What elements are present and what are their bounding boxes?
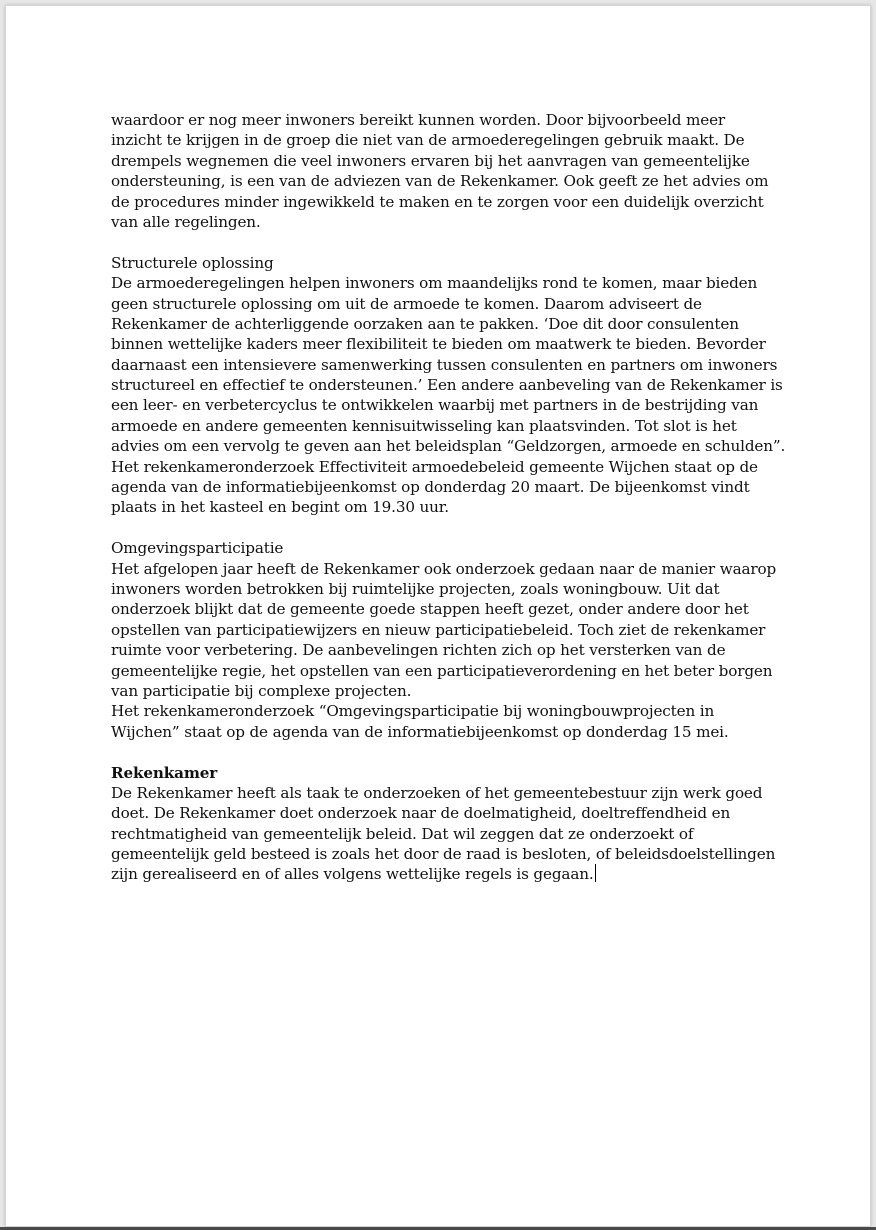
paragraph-spacer xyxy=(111,742,781,762)
section-heading-rekenkamer: Rekenkamer xyxy=(111,763,218,782)
text-line: gemeentelijk geld besteed is zoals het door de raad is besloten, of beleidsdoelstellingen xyxy=(111,845,776,864)
paragraph-spacer xyxy=(111,232,781,252)
paragraph-structurele-oplossing xyxy=(111,273,786,518)
text-line: rechtmatigheid van gemeentelijk beleid. Dat wil zeggen dat ze onderzoekt of xyxy=(111,824,694,843)
text-line: Rekenkamer de achterliggende oorzaken aan te pakken. ‘Doe dit door consulenten xyxy=(111,314,739,333)
text-line: armoede en andere gemeenten kennisuitwisseling kan plaatsvinden. Tot slot is het xyxy=(111,416,737,435)
text-line: De Rekenkamer heeft als taak te onderzoeken of het gemeentebestuur zijn werk goed xyxy=(111,783,763,802)
text-cursor xyxy=(595,864,596,882)
document-body[interactable] xyxy=(111,110,786,885)
text-line: opstellen van participatiewijzers en nieuw participatiebeleid. Toch ziet de rekenkamer xyxy=(111,620,766,639)
paragraph-rekenkamer xyxy=(111,783,781,885)
text-line: ruimte voor verbetering. De aanbevelingen richten zich op het versterken van de xyxy=(111,641,726,660)
text-line: onderzoek blijkt dat de gemeente goede stappen heeft gezet, onder andere door het xyxy=(111,600,749,619)
text-line: Het afgelopen jaar heeft de Rekenkamer ook onderzoek gedaan naar de manier waarop xyxy=(111,559,777,578)
text-line-last xyxy=(111,864,781,884)
text-line: de procedures minder ingewikkeld te maken en te zorgen voor een duidelijk overzicht xyxy=(111,192,764,211)
text-line: van alle regelingen. xyxy=(111,212,261,231)
text-line: plaats in het kasteel en begint om 19.30 uur. xyxy=(111,498,449,517)
paragraph-intro xyxy=(111,110,781,232)
paragraph-omgevingsparticipatie xyxy=(111,559,781,743)
text-line: inwoners worden betrokken bij ruimtelijke projecten, zoals woningbouw. Uit dat xyxy=(111,579,720,598)
text-line: daarnaast een intensievere samenwerking tussen consulenten en partners om inwoners xyxy=(111,355,778,374)
text-line: een leer- en verbetercyclus te ontwikkelen waarbij met partners in de bestrijding van xyxy=(111,396,759,415)
text-line: van participatie bij complexe projecten. xyxy=(111,681,412,700)
document-page[interactable] xyxy=(5,5,871,1227)
text-line: agenda van de informatiebijeenkomst op donderdag 20 maart. De bijeenkomst vindt xyxy=(111,478,750,497)
section-heading-omgevingsparticipatie: Omgevingsparticipatie xyxy=(111,539,284,558)
text-line: Het rekenkameronderzoek “Omgevingsparticipatie bij woningbouwprojecten in xyxy=(111,702,715,721)
text-line: ondersteuning, is een van de adviezen van de Rekenkamer. Ook geeft ze het advies om xyxy=(111,172,769,191)
text-line: inzicht te krijgen in de groep die niet van de armoederegelingen gebruik maakt. De xyxy=(111,131,745,150)
text-line: Wijchen” staat op de agenda van de informatiebijeenkomst op donderdag 15 mei. xyxy=(111,722,729,741)
text-line: De armoederegelingen helpen inwoners om maandelijks rond te komen, maar bieden xyxy=(111,274,758,293)
text-line: drempels wegnemen die veel inwoners ervaren bij het aanvragen van gemeentelijke xyxy=(111,151,750,170)
text-line: binnen wettelijke kaders meer flexibiliteit te bieden om maatwerk te bieden. Bevorder xyxy=(111,335,766,354)
text-line: advies om een vervolg te geven aan het beleidsplan “Geldzorgen, armoede en schulden”. xyxy=(111,437,786,456)
text-line: zijn gerealiseerd en of alles volgens wettelijke regels is gegaan. xyxy=(111,865,594,884)
text-line: gemeentelijke regie, het opstellen van een participatieverordening en het beter borgen xyxy=(111,661,773,680)
text-line: doet. De Rekenkamer doet onderzoek naar de doelmatigheid, doeltreffendheid en xyxy=(111,804,731,823)
text-line: Het rekenkameronderzoek Effectiviteit armoedebeleid gemeente Wijchen staat op de xyxy=(111,457,758,476)
text-line: structureel en effectief te ondersteunen.’ Een andere aanbeveling van de Rekenkamer is xyxy=(111,376,783,395)
section-heading-structurele-oplossing: Structurele oplossing xyxy=(111,253,274,272)
text-line: waardoor er nog meer inwoners bereikt kunnen worden. Door bijvoorbeeld meer xyxy=(111,111,726,129)
text-line: geen structurele oplossing om uit de armoede te komen. Daarom adviseert de xyxy=(111,294,702,313)
paragraph-spacer xyxy=(111,518,781,538)
